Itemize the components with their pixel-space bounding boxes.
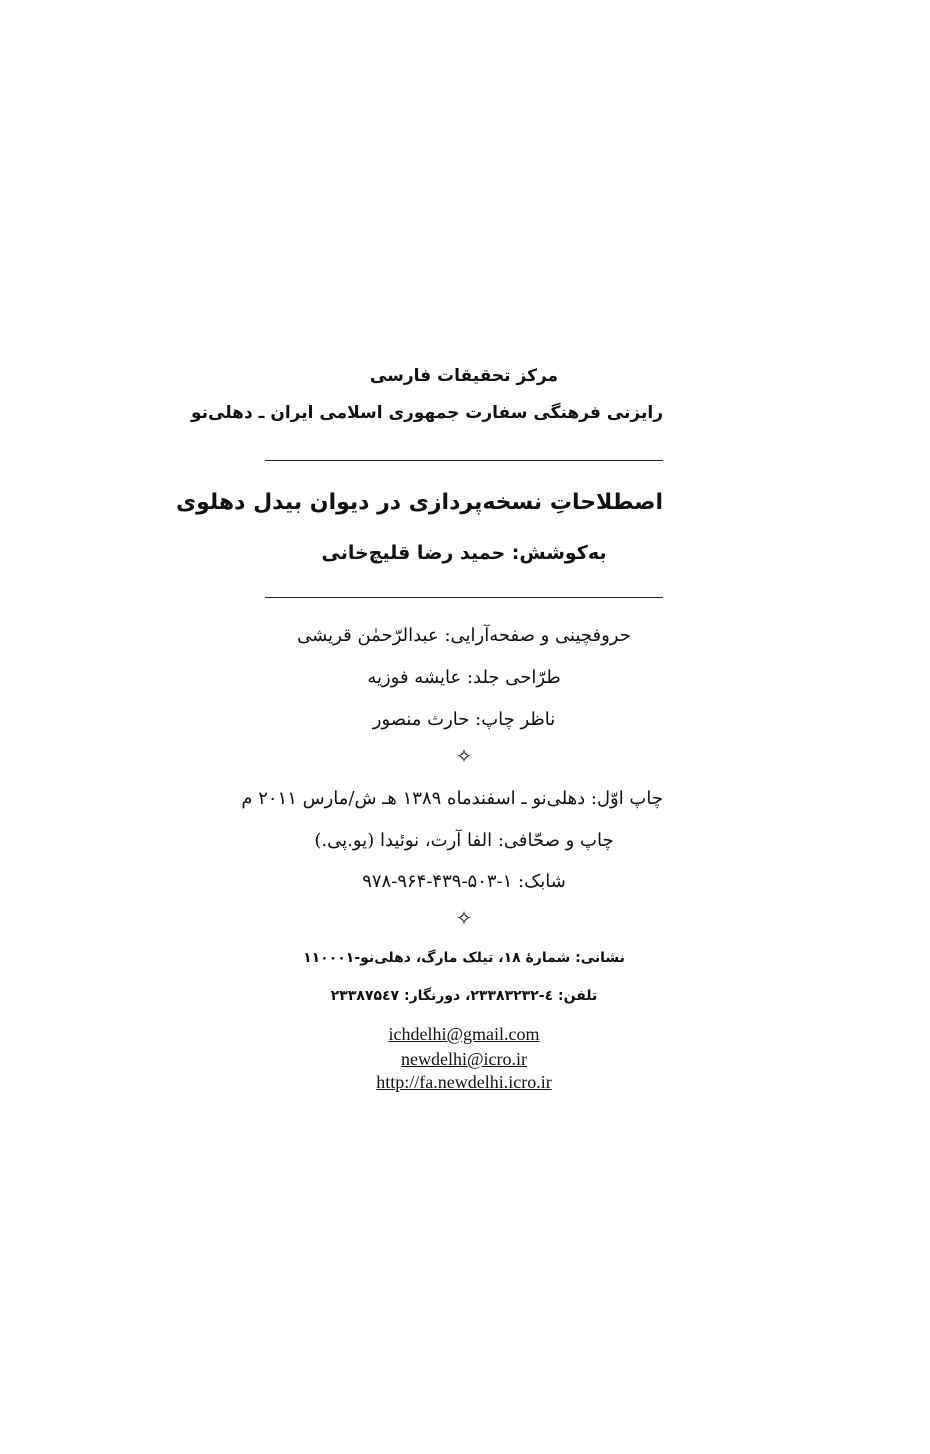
bottom-divider [265, 597, 663, 598]
print-supervisor-credit: ناظر چاپ: حارث منصور [372, 709, 556, 730]
publisher-center: مرکز تحقیقات فارسی [369, 366, 559, 386]
email-link-container [265, 1024, 663, 1045]
cover-design-credit: طرّاحی جلد: عایشه فوزیه [367, 667, 561, 688]
book-title: اصطلاحاتِ نسخه‌پردازی در دیوان بیدل دهلوی [175, 490, 663, 515]
email-link-primary[interactable]: ichdelhi@gmail.com [388, 1024, 540, 1044]
phone-line: تلفن: ٤-۲۳۳۸۳۲۳۲، دورنگار: ۲۳۳۸۷۵٤۷ [330, 988, 598, 1004]
isbn-info: شابک: ۱-۵۰۳-۴۳۹-۹۶۴-۹۷۸ [362, 871, 566, 892]
email-link-container [265, 1049, 663, 1070]
book-compiler: به‌کوشش: حمید رضا قلیچ‌خانی [321, 542, 607, 564]
star-ornament-icon: ✧ [455, 744, 473, 768]
website-link-container [265, 1072, 663, 1093]
address-line: نشانی: شمارهٔ ۱۸، تیلک مارگ، دهلی‌نو-۱۱۰۰۰۱ [303, 950, 625, 966]
first-edition-info: چاپ اوّل: دهلی‌نو ـ اسفندماه ۱۳۸۹ هـ ش/مارس ۲۰۱۱ م [241, 788, 663, 809]
website-link[interactable]: http://fa.newdelhi.icro.ir [376, 1072, 552, 1092]
email-link-secondary[interactable]: newdelhi@icro.ir [400, 1049, 528, 1069]
top-divider [265, 460, 663, 461]
typesetting-credit: حروفچینی و صفحه‌آرایی: عبدالرّحمٰن قریشی [297, 625, 631, 646]
publisher-office: رایزنی فرهنگی سفارت جمهوری اسلامی ایران ـ دهلی‌نو [190, 403, 663, 423]
printing-binding-info: چاپ و صحّافی: الفا آرت، نوئیدا (یو.پی.) [314, 830, 614, 851]
star-ornament-icon: ✧ [455, 906, 473, 930]
